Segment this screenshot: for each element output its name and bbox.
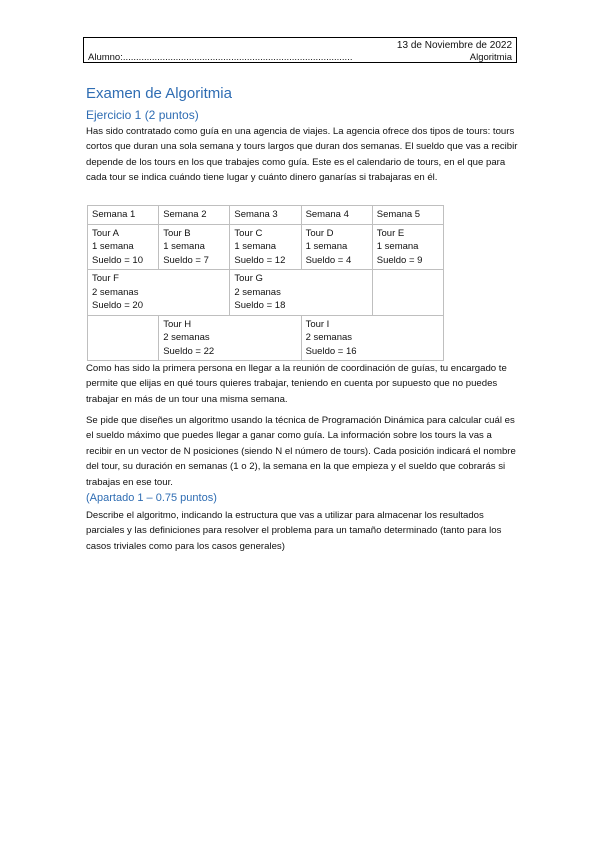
tour-name: Tour B (163, 227, 191, 239)
tour-name: Tour E (376, 227, 405, 239)
tour-cell-e (372, 224, 443, 270)
tour-salary: Sueldo = 9 (376, 254, 423, 266)
tour-cell-c (230, 224, 301, 270)
tour-duration: 2 semanas (92, 286, 139, 298)
tour-salary: Sueldo = 10 (92, 254, 143, 266)
tour-cell-d (301, 224, 372, 270)
week-header: Semana 5 (372, 206, 443, 225)
tour-salary: Sueldo = 4 (305, 254, 352, 266)
short-tours-row (88, 224, 444, 270)
exercise-title: Ejercicio 1 (2 puntos) (86, 108, 199, 122)
tour-duration: 2 semanas (234, 286, 281, 298)
constraint-paragraph: Como has sido la primera persona en llegar a la reunión de coordinación de guías, tu encargado te permite que elijas en qué tours quieres trabajar, teniendo en cuenta por supuesto que no puedes trabajar en más de un tour una misma semana. (86, 363, 507, 405)
tour-duration: 1 semana (305, 241, 348, 252)
tour-salary: Sueldo = 18 (234, 300, 286, 311)
tour-duration: 1 semana (234, 241, 277, 252)
tour-name: Tour A (92, 227, 119, 239)
week-header: Semana 3 (230, 206, 301, 225)
exam-date: 13 de Noviembre de 2022 (396, 40, 512, 51)
tour-duration: 1 semana (163, 241, 205, 252)
tour-duration: 2 semanas (163, 332, 210, 343)
tour-cell-g (230, 270, 372, 316)
section-instructions: Describe el algoritmo, indicando la estructura que vas a utilizar para almacenar los resultados parciales y las definiciones para resolver el problema para un tamaño determinado (tanto para los casos triviales como para los casos generales) (86, 510, 502, 552)
tour-name: Tour G (234, 273, 263, 284)
subject-name: Algoritmia (469, 52, 512, 63)
empty-cell (88, 315, 159, 361)
long-tours-row-1 (88, 270, 444, 316)
tour-salary: Sueldo = 7 (163, 254, 209, 266)
long-tours-row-2 (88, 315, 444, 361)
tour-name: Tour C (234, 227, 263, 239)
table-header-row (88, 206, 444, 225)
tour-cell-b (159, 224, 230, 270)
week-header: Semana 1 (88, 206, 159, 225)
tour-salary: Sueldo = 12 (234, 254, 286, 266)
week-header: Semana 4 (301, 206, 372, 225)
tour-cell-f (88, 270, 230, 316)
tour-duration: 1 semana (376, 241, 419, 252)
tour-duration: 2 semanas (305, 332, 353, 343)
tour-name: Tour F (92, 273, 119, 284)
week-header: Semana 2 (159, 206, 230, 225)
problem-statement: Has sido contratado como guía en una agencia de viajes. La agencia ofrece dos tipos de tours: tours cortos que duran una sola semana y tours largos que duran dos semanas. El sueldo que vas a recibir depende de los tours en los que trabajes como guía. Este es el calendario de tours, en el que para cada tour se indica cuándo tiene lugar y cuánto dinero ganarías si trabajaras en él. (86, 126, 518, 184)
section-title: (Apartado 1 – 0.75 puntos) (86, 492, 217, 504)
tour-cell-i (301, 315, 443, 361)
exam-title: Examen de Algoritmia (86, 85, 232, 102)
student-name-field: Alumno:....................................................................................... (88, 52, 353, 63)
page-header (83, 37, 517, 63)
tour-salary: Sueldo = 16 (305, 345, 357, 357)
tour-duration: 1 semana (92, 241, 134, 252)
tour-cell-h (159, 315, 301, 361)
empty-cell (372, 270, 443, 316)
tour-name: Tour I (305, 318, 330, 330)
tour-name: Tour D (305, 227, 334, 239)
tour-calendar-table (87, 205, 444, 361)
tour-cell-a (88, 224, 159, 270)
tour-salary: Sueldo = 22 (163, 345, 215, 357)
task-paragraph: Se pide que diseñes un algoritmo usando la técnica de Programación Dinámica para calcular cuál es el sueldo máximo que puedes llegar a ganar como guía. La información sobre los tours la vas a recibir en un vector de N posiciones (siendo N el número de tours). Cada posición indicará el nombre del tour, su duración en semanas (1 o 2), la semana en la que empieza y el sueldo que cobrarás si trabajas en ese tour. (86, 415, 516, 488)
tour-name: Tour H (163, 318, 192, 330)
tour-salary: Sueldo = 20 (92, 300, 143, 311)
